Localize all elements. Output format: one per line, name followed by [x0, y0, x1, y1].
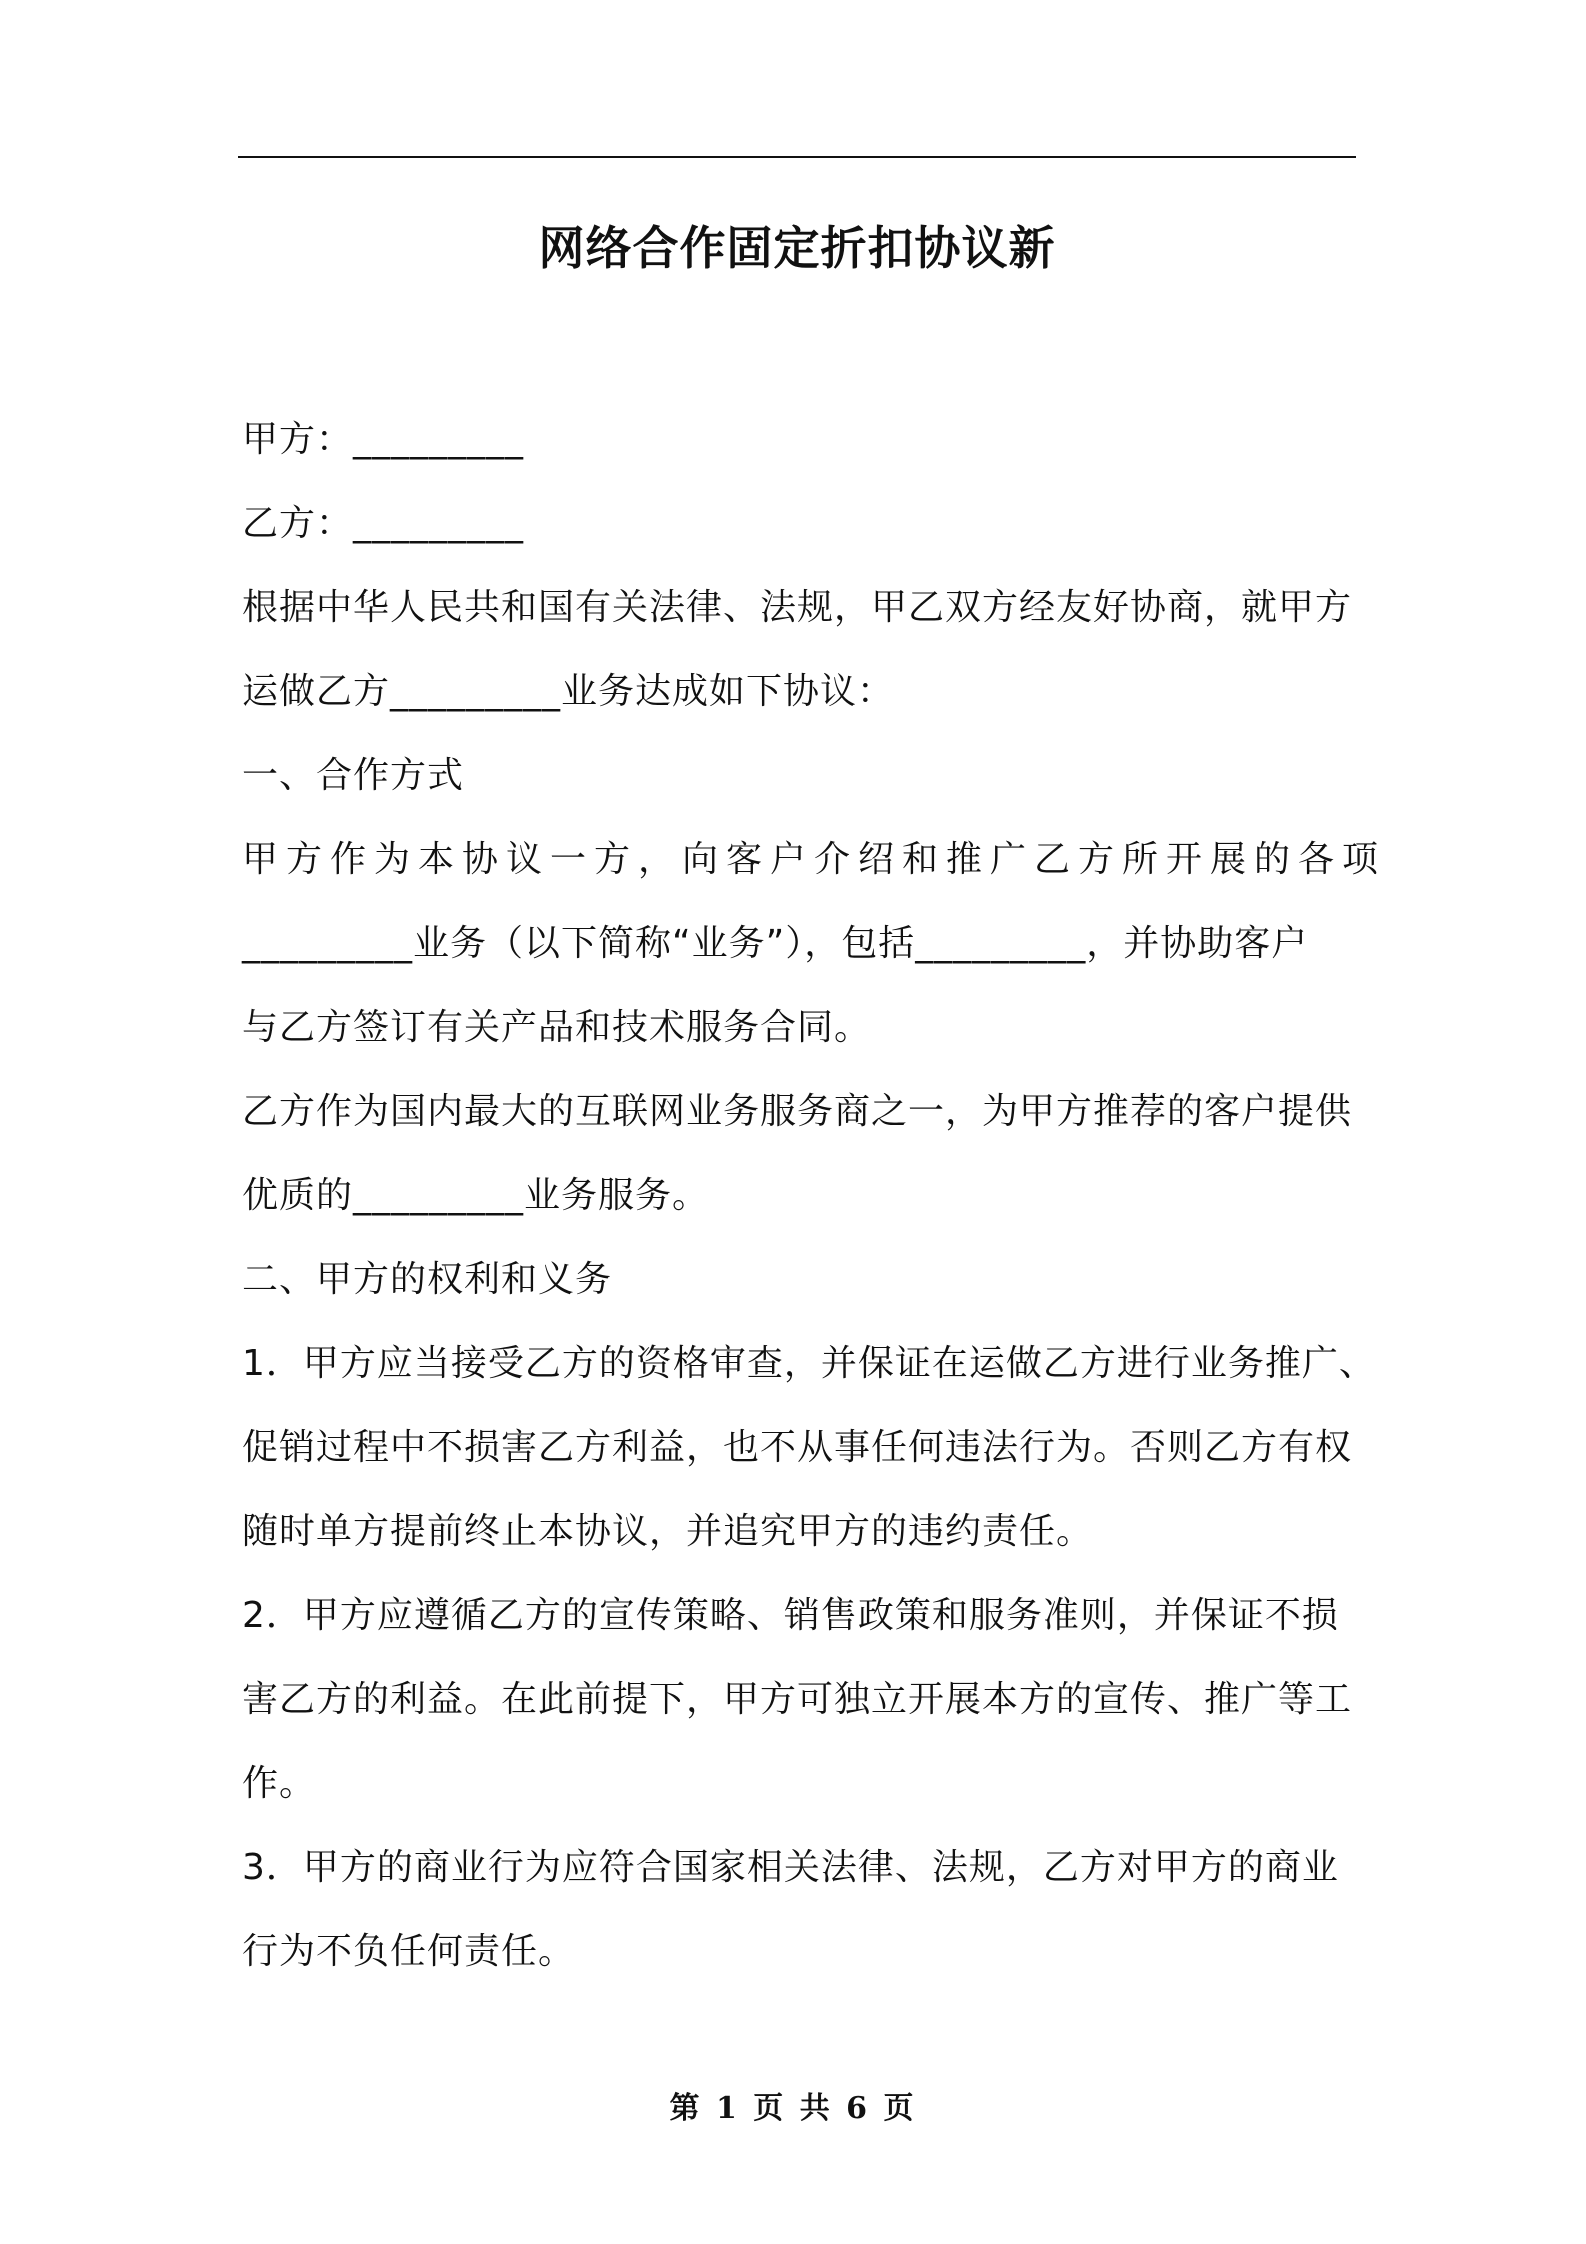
- paragraph-line: 根据中华人民共和国有关法律、法规，甲乙双方经友好协商，就甲方: [242, 587, 1353, 628]
- clause-line: 3．甲方的商业行为应符合国家相关法律、法规，乙方对甲方的商业: [242, 1847, 1339, 1888]
- paragraph-line: 运做乙方_________业务达成如下协议：: [242, 671, 895, 712]
- section-heading: 二、甲方的权利和义务: [242, 1259, 613, 1300]
- clause-line: 行为不负任何责任。: [242, 1931, 576, 1972]
- clause-line: 随时单方提前终止本协议，并追究甲方的违约责任。: [242, 1511, 1094, 1552]
- clause-line: 害乙方的利益。在此前提下，甲方可独立开展本方的宣传、推广等工: [242, 1679, 1353, 1720]
- party-b-line: 乙方：_________: [242, 503, 525, 544]
- paragraph-line: 与乙方签订有关产品和技术服务合同。: [242, 1007, 872, 1048]
- paragraph-line: 乙方作为国内最大的互联网业务服务商之一，为甲方推荐的客户提供: [242, 1091, 1353, 1132]
- clause-line: 2．甲方应遵循乙方的宣传策略、销售政策和服务准则，并保证不损: [242, 1595, 1339, 1636]
- paragraph-line: 甲方作为本协议一方，向客户介绍和推广乙方所开展的各项: [242, 839, 1387, 880]
- document-body: [242, 398, 1387, 1994]
- clause-line: 作。: [242, 1763, 317, 1804]
- clause-line: 1．甲方应当接受乙方的资格审查，并保证在运做乙方进行业务推广、: [242, 1343, 1376, 1384]
- party-a-line: 甲方：_________: [242, 419, 525, 460]
- document-title: 网络合作固定折扣协议新: [538, 221, 1056, 275]
- paragraph-line: _________业务（以下简称“业务”），包括_________，并协助客户: [242, 923, 1309, 964]
- page-number: 第 1 页 共 6 页: [669, 2091, 917, 2126]
- section-heading: 一、合作方式: [242, 755, 465, 796]
- clause-line: 促销过程中不损害乙方利益，也不从事任何违法行为。否则乙方有权: [242, 1427, 1353, 1468]
- paragraph-line: 优质的_________业务服务。: [242, 1175, 710, 1216]
- header-rule: [238, 156, 1356, 158]
